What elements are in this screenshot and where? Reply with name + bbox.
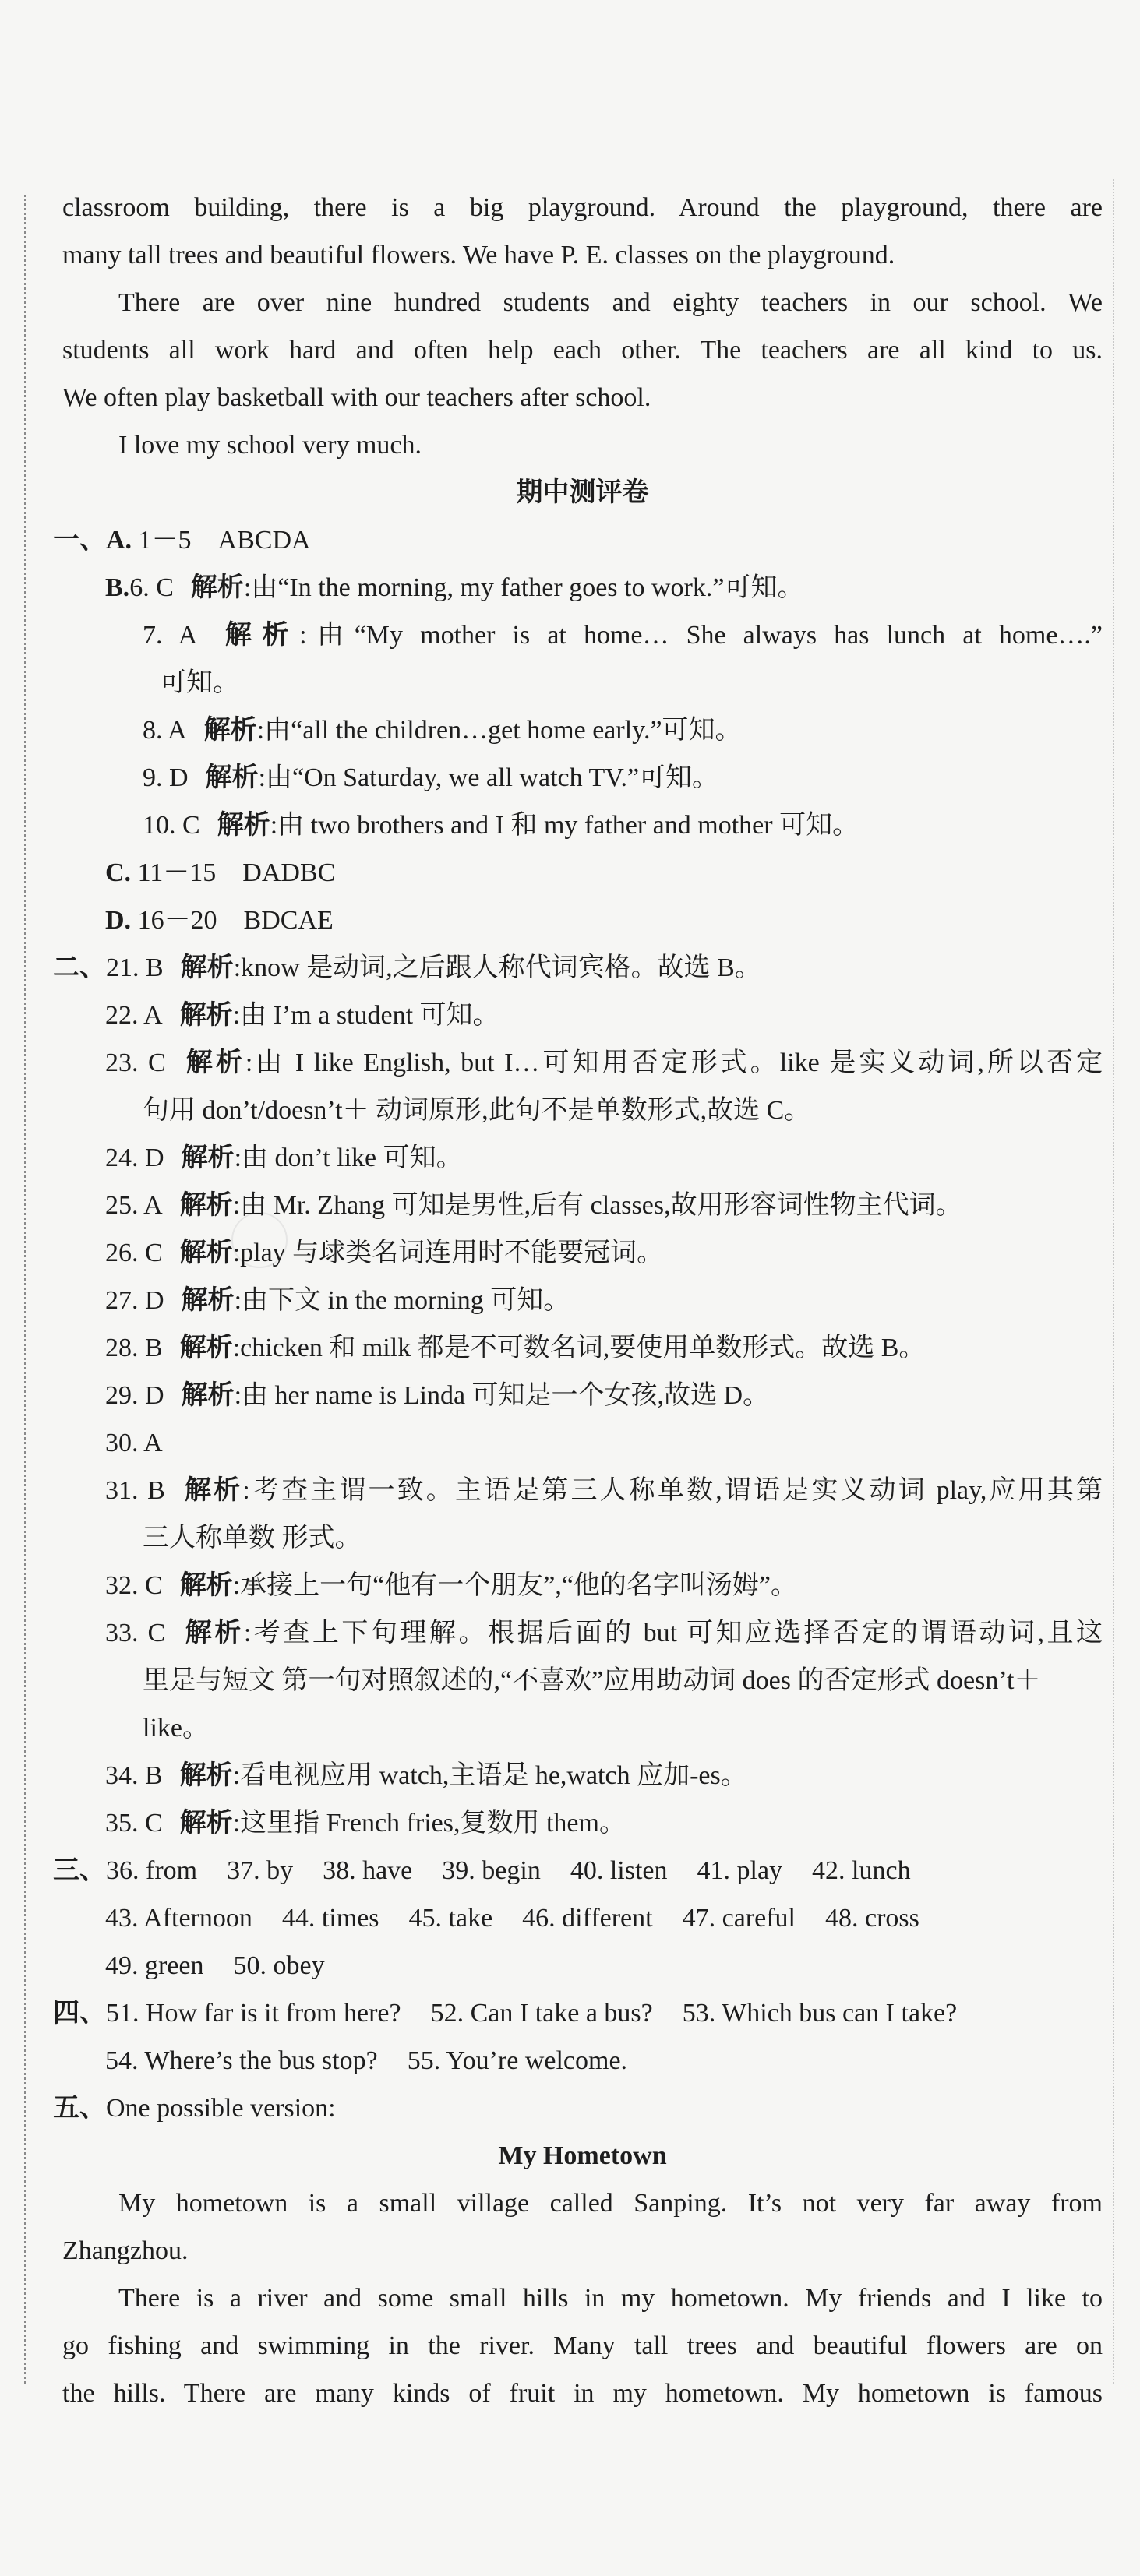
question-row <box>62 1609 1103 1657</box>
part-marker: 一、 <box>53 526 106 555</box>
question-number: 27. D <box>105 1286 164 1315</box>
section-label: C. <box>105 858 132 887</box>
explanation-text: :play 与球类名词连用时不能要冠词。 <box>232 1239 664 1267</box>
intro-text: One possible version: <box>106 2094 336 2123</box>
vocab-answer: 48. cross <box>824 1904 919 1933</box>
part-marker: 四、 <box>53 1999 106 2028</box>
jiexi-label: 解析 <box>181 1381 235 1410</box>
section-title: 期中测评卷 <box>516 478 649 507</box>
question-number: 21. B <box>106 953 164 982</box>
question-number: 6. C <box>129 573 174 602</box>
question-row <box>62 1039 1103 1087</box>
answer-text: 11－15 DADBC <box>137 858 336 887</box>
question-number: 31. B <box>105 1476 165 1505</box>
text-line: students all work hard and often help each other. The teachers are all kind to us. <box>62 336 1103 365</box>
explanation-text: :由下文 in the morning 可知。 <box>234 1286 570 1315</box>
vocab-answer: 46. different <box>522 1904 653 1933</box>
vocab-answer: 49. green <box>105 1951 204 1980</box>
answer-text: 1－5 ABCDA <box>138 526 311 555</box>
sentence-answer: 51. How far is it from here? <box>106 1999 401 2028</box>
jiexi-label: 解析 <box>182 1619 244 1647</box>
part3-row2 <box>62 1894 1103 1942</box>
section-label: D. <box>105 906 132 935</box>
question-number: 28. B <box>105 1334 163 1362</box>
question-row <box>62 1467 1103 1514</box>
question-row <box>62 1419 1103 1467</box>
explanation-text: :由“My mother is at home… She always has lunch at home….” <box>299 621 1103 650</box>
jiexi-label: 解析 <box>179 1001 233 1030</box>
explanation-text: :由“all the children…get home early.”可知。 <box>256 716 742 745</box>
jiexi-label: 解析 <box>182 1048 245 1077</box>
text-line: many tall trees and beautiful flowers. We have P. E. classes on the playground. <box>62 241 895 270</box>
vocab-answer: 42. lunch <box>812 1856 911 1885</box>
section-label: A. <box>106 526 132 555</box>
sentence-answer: 53. Which bus can I take? <box>682 1999 958 2028</box>
jiexi-label: 解析 <box>179 1809 233 1838</box>
part3-row3 <box>62 1942 1103 1989</box>
jiexi-label: 解析 <box>214 621 300 650</box>
explanation-text: :由 don’t like 可知。 <box>234 1144 463 1172</box>
essay-title: My Hometown <box>498 2141 667 2170</box>
text-line: Zhangzhou. <box>62 2236 189 2265</box>
part1-b-row <box>62 564 1103 611</box>
part1-d-row <box>62 897 1103 944</box>
part3-row1 <box>53 1847 1103 1894</box>
continuation-line: 三人称单数 形式。 <box>143 1524 362 1552</box>
vocab-answer: 41. play <box>697 1856 783 1885</box>
question-number: 29. D <box>105 1381 164 1410</box>
sentence-answer: 54. Where’s the bus stop? <box>105 2046 378 2075</box>
explanation-text: :由 two brothers and I 和 my father and mother 可知。 <box>270 811 859 840</box>
text-line: I love my school very much. <box>118 431 422 460</box>
text-line: We often play basketball with our teachers after school. <box>62 383 651 412</box>
right-margin-line <box>1113 179 1114 2384</box>
question-row <box>62 1229 1103 1277</box>
jiexi-label: 解析 <box>205 763 259 792</box>
continuation-line: 可知。 <box>160 668 239 697</box>
jiexi-label: 解析 <box>179 1239 233 1267</box>
question-number: 23. C <box>105 1048 166 1077</box>
jiexi-label: 解析 <box>179 1334 233 1362</box>
jiexi-label: 解析 <box>179 1761 233 1790</box>
section-label: B. <box>105 573 130 602</box>
question-row <box>62 1752 1103 1799</box>
question-number: 8. A <box>143 716 187 745</box>
part2-list <box>53 944 1103 1847</box>
part-marker: 二、 <box>53 953 106 982</box>
vocab-answer: 38. have <box>323 1856 413 1885</box>
jiexi-label: 解析 <box>217 811 270 840</box>
question-number: 30. A <box>105 1429 163 1457</box>
question-number: 26. C <box>105 1239 163 1267</box>
explanation-text: :由 her name is Linda 可知是一个女孩,故选 D。 <box>234 1381 770 1410</box>
part1-c-row <box>62 849 1103 897</box>
question-number: 22. A <box>105 1001 163 1030</box>
question-row <box>62 992 1103 1039</box>
sentence-answer: 52. Can I take a bus? <box>430 1999 653 2028</box>
continuation-line: 句用 don’t/doesn’t＋ 动词原形,此句不是单数形式,故选 C。 <box>143 1096 811 1125</box>
question-row <box>62 1277 1103 1324</box>
question-number: 24. D <box>105 1144 164 1172</box>
vocab-answer: 40. listen <box>570 1856 668 1885</box>
explanation-text: :chicken 和 milk 都是不可数名词,要使用单数形式。故选 B。 <box>232 1334 926 1362</box>
question-number: 10. C <box>143 811 200 840</box>
jiexi-label: 解析 <box>181 1286 235 1315</box>
explanation-text: :由 Mr. Zhang 可知是男性,后有 classes,故用形容词性物主代词。 <box>232 1191 962 1220</box>
part1-a-row <box>53 516 1103 564</box>
explanation-text: :看电视应用 watch,主语是 he,watch 应加-es。 <box>232 1761 747 1790</box>
explanation-text: :know 是动词,之后跟人称代词宾格。故选 B。 <box>233 953 761 982</box>
text-line: My hometown is a small village called Sanping. It’s not very far away from <box>118 2189 1103 2218</box>
text-line: There is a river and some small hills in my hometown. My friends and I like to <box>118 2284 1103 2313</box>
part5-intro <box>53 2084 1103 2132</box>
vocab-answer: 47. careful <box>682 1904 796 1933</box>
explanation-text: :这里指 French fries,复数用 them。 <box>232 1809 626 1838</box>
explanation-text: :承接上一句“他有一个朋友”,“他的名字叫汤姆”。 <box>232 1571 797 1600</box>
continuation-line: like。 <box>143 1714 209 1743</box>
vocab-answer: 36. from <box>106 1856 198 1885</box>
question-number: 34. B <box>105 1761 163 1790</box>
vocab-answer: 43. Afternoon <box>105 1904 252 1933</box>
explanation-text: :由 I like English, but I…可知用否定形式。like 是实义动词,所以否定 <box>245 1048 1103 1077</box>
question-row <box>62 754 1103 802</box>
text-line: There are over nine hundred students and eighty teachers in our school. We <box>118 288 1103 317</box>
question-row <box>62 1182 1103 1229</box>
vocab-answer: 39. begin <box>442 1856 541 1885</box>
question-number: 9. D <box>143 763 189 792</box>
text-line: classroom building, there is a big playground. Around the playground, there are <box>62 193 1103 222</box>
continuation-line: 里是与短文 第一句对照叙述的,“不喜欢”应用助动词 does 的否定形式 doesn’t＋ <box>143 1666 1041 1695</box>
vocab-answer: 50. obey <box>233 1951 325 1980</box>
jiexi-label: 解析 <box>179 1571 233 1600</box>
vocab-answer: 45. take <box>408 1904 493 1933</box>
page-content <box>53 184 1103 2417</box>
explanation-text: :考查主谓一致。主语是第三人称单数,谓语是实义动词 play,应用其第 <box>242 1476 1103 1505</box>
question-number: 35. C <box>105 1809 163 1838</box>
jiexi-label: 解析 <box>182 1476 243 1505</box>
jiexi-label: 解析 <box>203 716 257 745</box>
sentence-answer: 55. You’re welcome. <box>407 2046 628 2075</box>
vocab-answer: 37. by <box>227 1856 294 1885</box>
question-row <box>62 611 1103 659</box>
question-row <box>62 707 1103 754</box>
question-row <box>62 1324 1103 1372</box>
part4-row1 <box>53 1989 1103 2037</box>
question-row <box>62 1562 1103 1609</box>
question-number: 7. A <box>143 621 198 650</box>
explanation-text: :由 I’m a student 可知。 <box>232 1001 499 1030</box>
explanation-text: :由“In the morning, my father goes to work.”可知。 <box>243 573 804 602</box>
part-marker: 三、 <box>53 1856 106 1885</box>
part-marker: 五、 <box>53 2094 106 2123</box>
question-number: 25. A <box>105 1191 163 1220</box>
explanation-text: :考查上下句理解。根据后面的 but 可知应选择否定的谓语动词,且这 <box>243 1619 1103 1647</box>
question-row <box>62 802 1103 849</box>
question-row <box>62 1134 1103 1182</box>
answer-text: 16－20 BDCAE <box>137 906 334 935</box>
text-line: the hills. There are many kinds of fruit in my hometown. My hometown is famous <box>62 2379 1103 2408</box>
jiexi-label: 解析 <box>180 953 234 982</box>
vocab-answer: 44. times <box>281 1904 379 1933</box>
question-number: 33. C <box>105 1619 166 1647</box>
jiexi-label: 解析 <box>179 1191 233 1220</box>
question-row <box>62 1372 1103 1419</box>
jiexi-label: 解析 <box>181 1144 235 1172</box>
text-line: go fishing and swimming in the river. Many tall trees and beautiful flowers are on <box>62 2331 1103 2360</box>
question-number: 32. C <box>105 1571 163 1600</box>
question-row <box>62 1799 1103 1847</box>
question-row <box>53 944 1103 992</box>
jiexi-label: 解析 <box>190 573 244 602</box>
explanation-text: :由“On Saturday, we all watch TV.”可知。 <box>258 763 719 792</box>
binding-margin-line <box>24 195 26 2384</box>
part4-row2 <box>62 2037 1103 2084</box>
